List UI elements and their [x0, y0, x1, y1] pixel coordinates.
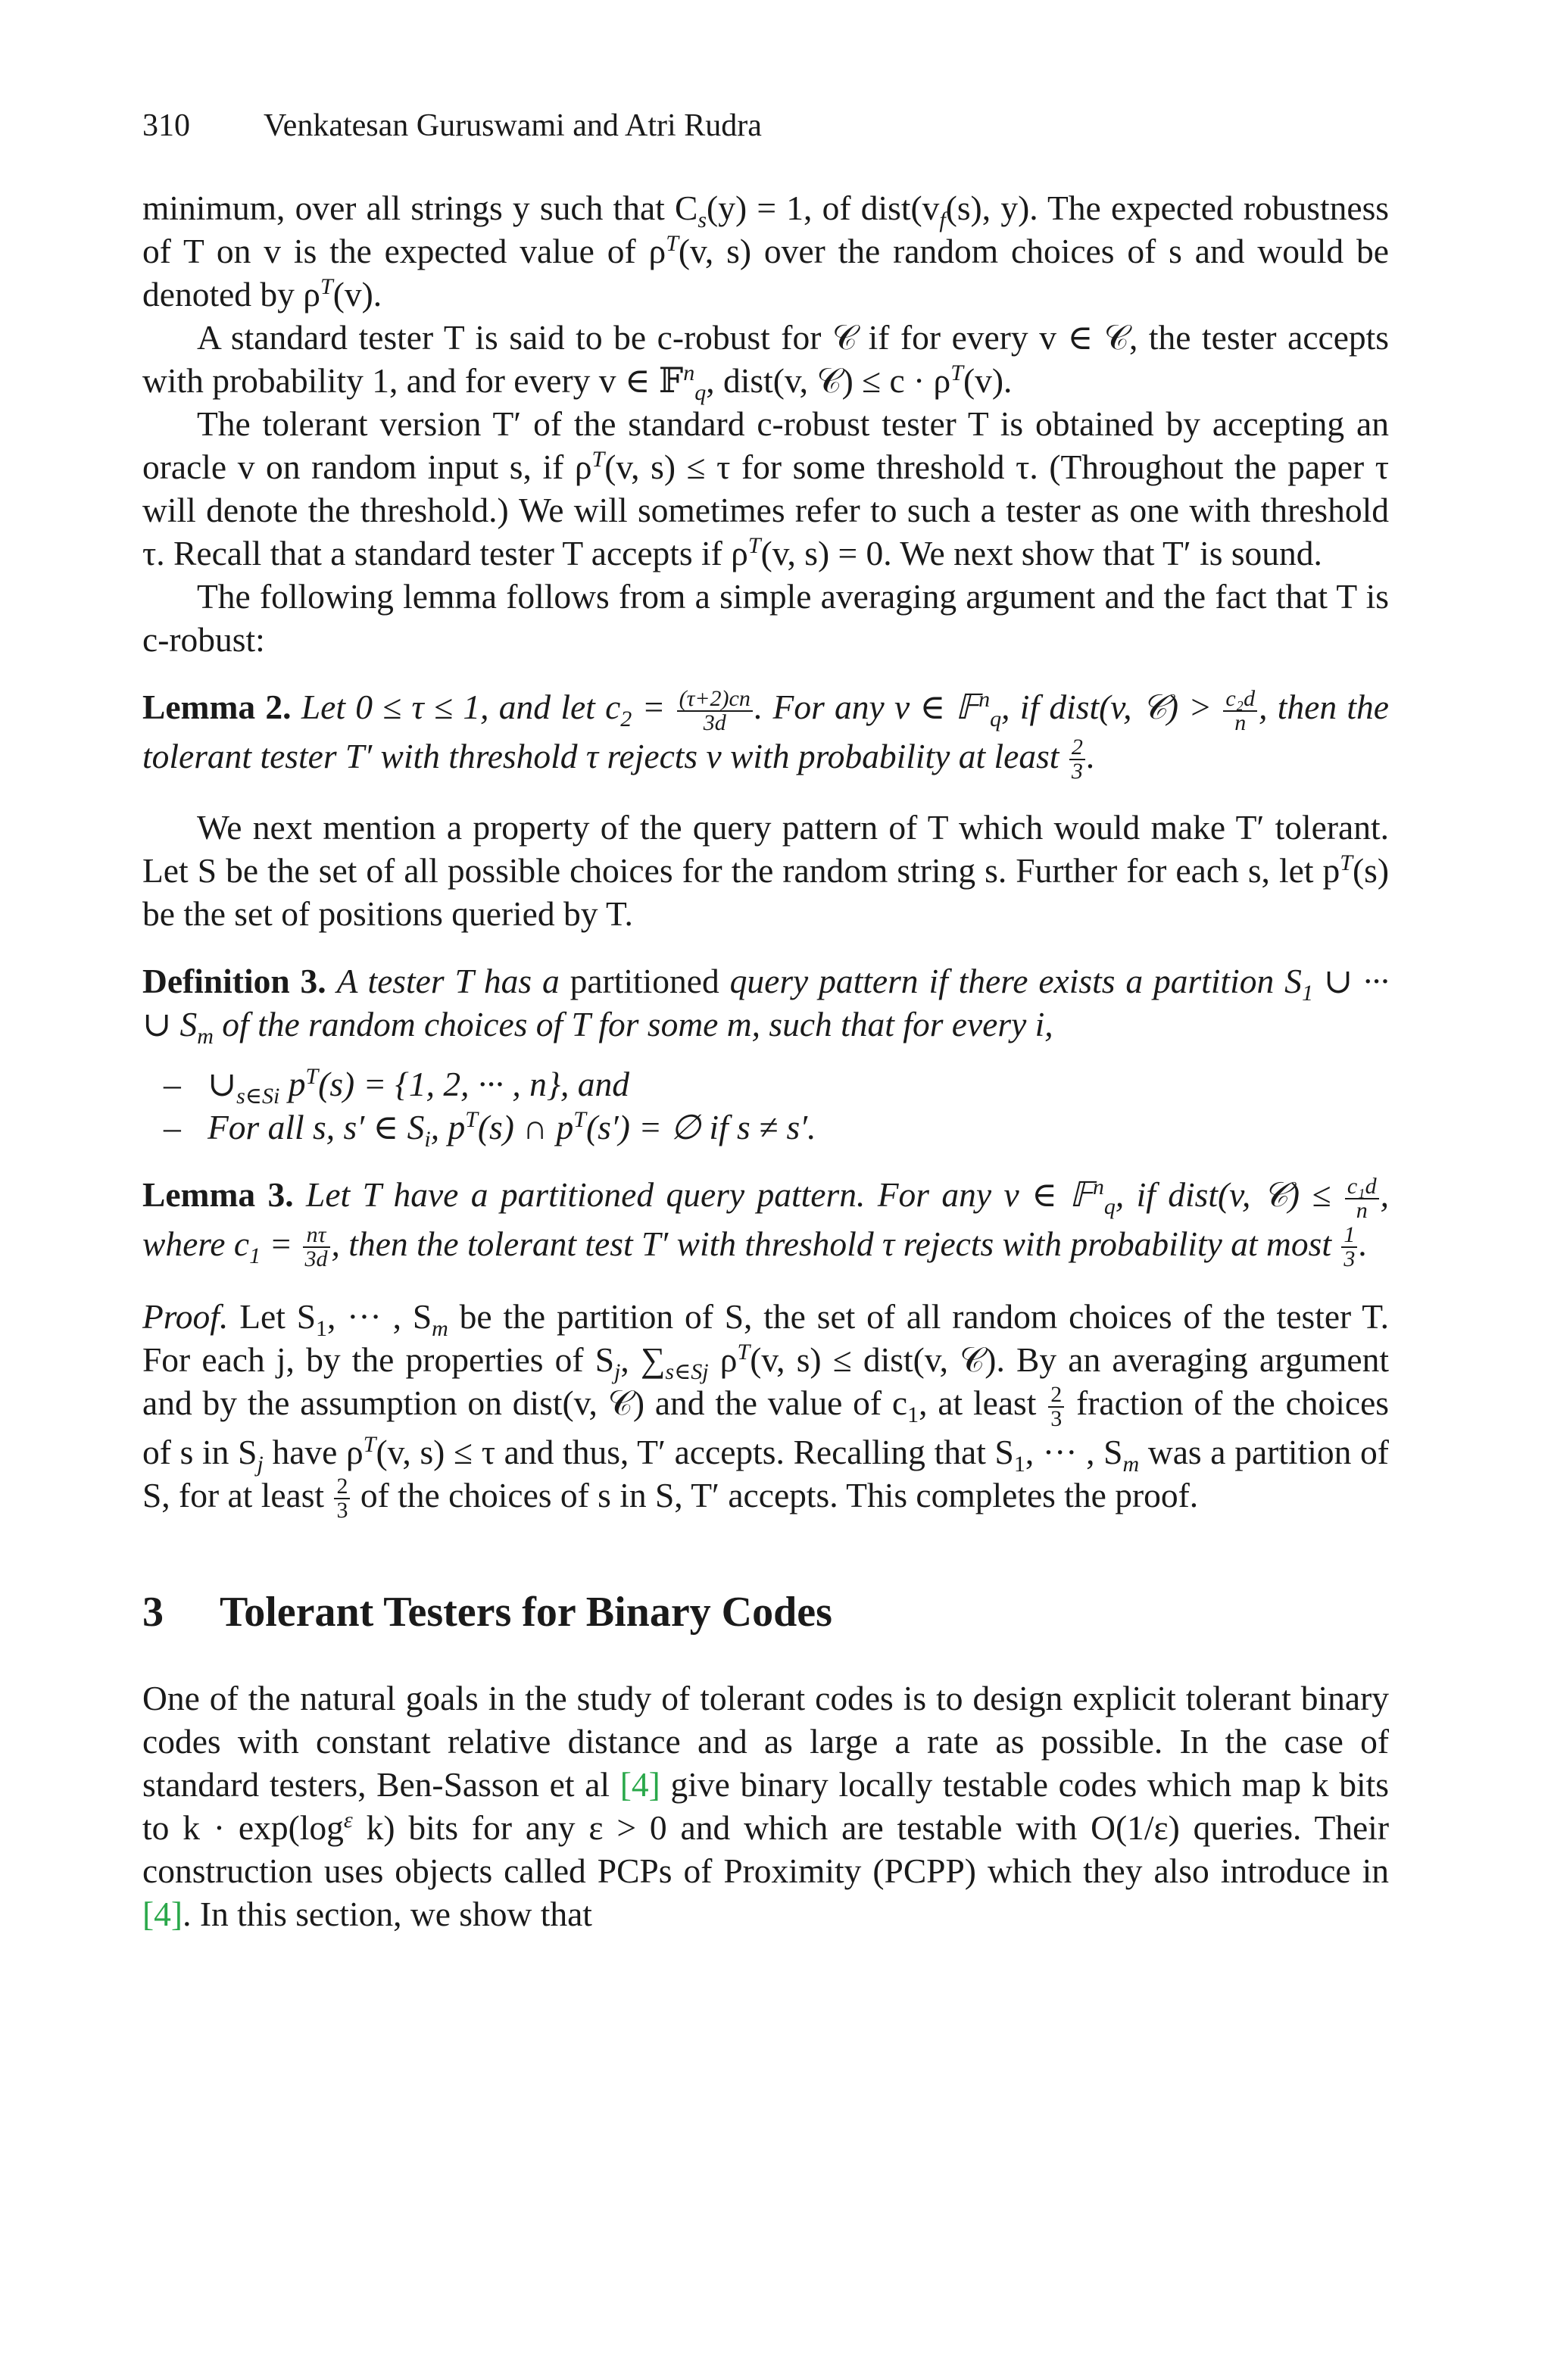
paragraph-robustness: minimum, over all strings y such that $C_s(y) = 1$, of $dist(v_f(s)$, y). The expected robustness of T on v is the expected value of $\rho^T(v$, s) over the random choices of s and would be denoted by $\rho^T(v)$. [142, 189, 1389, 313]
lemma-3-label: Lemma 3. [142, 1175, 294, 1215]
fraction: $\frac{2}{3}$ [1069, 736, 1085, 783]
paragraph-binary-codes: One of the natural goals in the study of tolerant codes is to design explicit tolerant binary codes with constant relative distance and as large a rate as possible. In the case of standard testers, Ben-Sasson et al [4] give binary locally testable codes which map k bits to $k \cdot \exp(\log^\varepsilon$ k) bits for any ε > 0 and which are testable with O(1/ε) queries. Their construction uses objects called PCPs of Proximity (PCPP) which they also introduce in [4]. In this section, we show that [142, 1679, 1389, 1934]
page-number: 310 [142, 108, 190, 143]
citation-link[interactable]: [4] [142, 1895, 183, 1934]
list-item: – For all s, s′ ∈ $S_i$, $p^T(s)$ ∩ $p^T(s')$ = ∅ if s ≠ s′. [164, 1106, 1389, 1149]
lemma-2-label: Lemma 2. [142, 688, 292, 726]
running-head [142, 106, 1389, 145]
proof-lemma-3: Proof. Let $S_1$, ··· , $S_m$ be the partition of S, the set of all random choices of the tester T. For each j, by the properties of $S_j$, $\sum_{s\in Sj}$ $\rho^T(v$, s) ≤ dist(v, 𝒞). By an averaging argument and by the assumption on dist(v, 𝒞) and the value of $c_1$, at least $\frac{2}{3}$ fraction of the choices of s in $S_j$ have $\rho^T(v$, s) ≤ τ and thus, T′ accepts. Recalling that $S_1$, ··· , $S_m$ was a partition of S, for at least $\frac{2}{3}$ of the choices of s in S, T′ accepts. This completes the proof. [142, 1297, 1390, 1524]
definition-3: Definition 3. A tester T has a partitioned query pattern if there exists a partition $S_1$ ∪ ··· ∪ $S_m$ of the random choices of T for some m, such that for every i, – $\cup_{s\in Si}$ $p^T(s) = \{1$, 2, ··· , n}, and – For all s, s′ ∈ $S_i$, $p^T(s)$ ∩ $p^T(s')$ = ∅ if s ≠ s′. [142, 959, 1389, 1149]
running-head-authors: Venkatesan Guruswami and Atri Rudra [264, 108, 762, 143]
proof-label: Proof. [142, 1297, 229, 1337]
list-item: – $\cup_{s\in Si}$ $p^T(s) = \{1$, 2, ··· , n}, and [164, 1062, 1389, 1106]
fraction: $\frac{1}{3}$ [1341, 1224, 1357, 1271]
paragraph-tolerant-version: The tolerant version T′ of the standard c-robust tester T is obtained by accepting an oracle v on random input s, if $\rho^T(v$, s) ≤ τ for some threshold τ. (Throughout the paper τ will denote the threshold.) We will sometimes refer to such a tester as one with threshold τ. Recall that a standard tester T accepts if $\rho^T(v$, s) = 0. We next show that T′ is sound. [142, 404, 1389, 572]
fraction: $\frac{n\tau}{3d}$ [303, 1224, 330, 1271]
paragraph-c-robust: A standard tester T is said to be c-robust for 𝒞 if for every v ∈ 𝒞, the tester accepts with probability 1, and for every v ∈ 𝔽$^n_q$, dist(v, 𝒞) ≤ $c \cdot \rho^T(v)$. [142, 318, 1389, 406]
page [142, 106, 1389, 1936]
section-title: Tolerant Testers for Binary Codes [220, 1589, 832, 1636]
fraction: $\frac{2}{3}$ [1048, 1383, 1064, 1430]
definition-3-label: Definition 3. [142, 962, 326, 1001]
fraction: $\frac{2}{3}$ [334, 1475, 350, 1522]
paragraph-averaging: The following lemma follows from a simple averaging argument and the fact that T is c-robust: [142, 577, 1389, 659]
citation-link[interactable]: [4] [619, 1765, 660, 1804]
paragraph-query-pattern: We next mention a property of the query pattern of T which would make T′ tolerant. Let S be the set of all possible choices for the random string s. Further for each s, let $p^T(s)$ be the set of positions queried by T. [142, 808, 1389, 934]
section-number: 3 [142, 1589, 164, 1636]
lemma-2: Lemma 2. Let 0 ≤ τ ≤ 1, and let $c_2$ = $\frac{(\tau+2)cn}{3d}$ . For any v ∈ 𝔽$^n_q$, if dist(v, 𝒞) > $\frac{\text{c₂d}}{n}$ , then the tolerant tester T′ with threshold τ rejects v with probability at least $\frac{2}{3}$ . [142, 685, 1389, 784]
definition-3-conditions [142, 1062, 1389, 1153]
section-heading [142, 1586, 1389, 1639]
fraction: $\frac{\text{c₂d}}{n}$ [1223, 688, 1257, 735]
fraction: $\frac{\text{c₁d}}{n}$ [1345, 1175, 1379, 1222]
lemma-3: Lemma 3. Let T have a partitioned query pattern. For any v ∈ 𝔽$^n_q$, if dist(v, 𝒞) ≤ $\frac{\text{c₁d}}{n}$ , where $c_1$ = $\frac{n\tau}{3d}$ , then the tolerant test T′ with threshold τ rejects with probability at most $\frac{1}{3}$ . [142, 1173, 1389, 1272]
fraction: $\frac{(\tau+2)cn}{3d}$ [677, 688, 753, 735]
